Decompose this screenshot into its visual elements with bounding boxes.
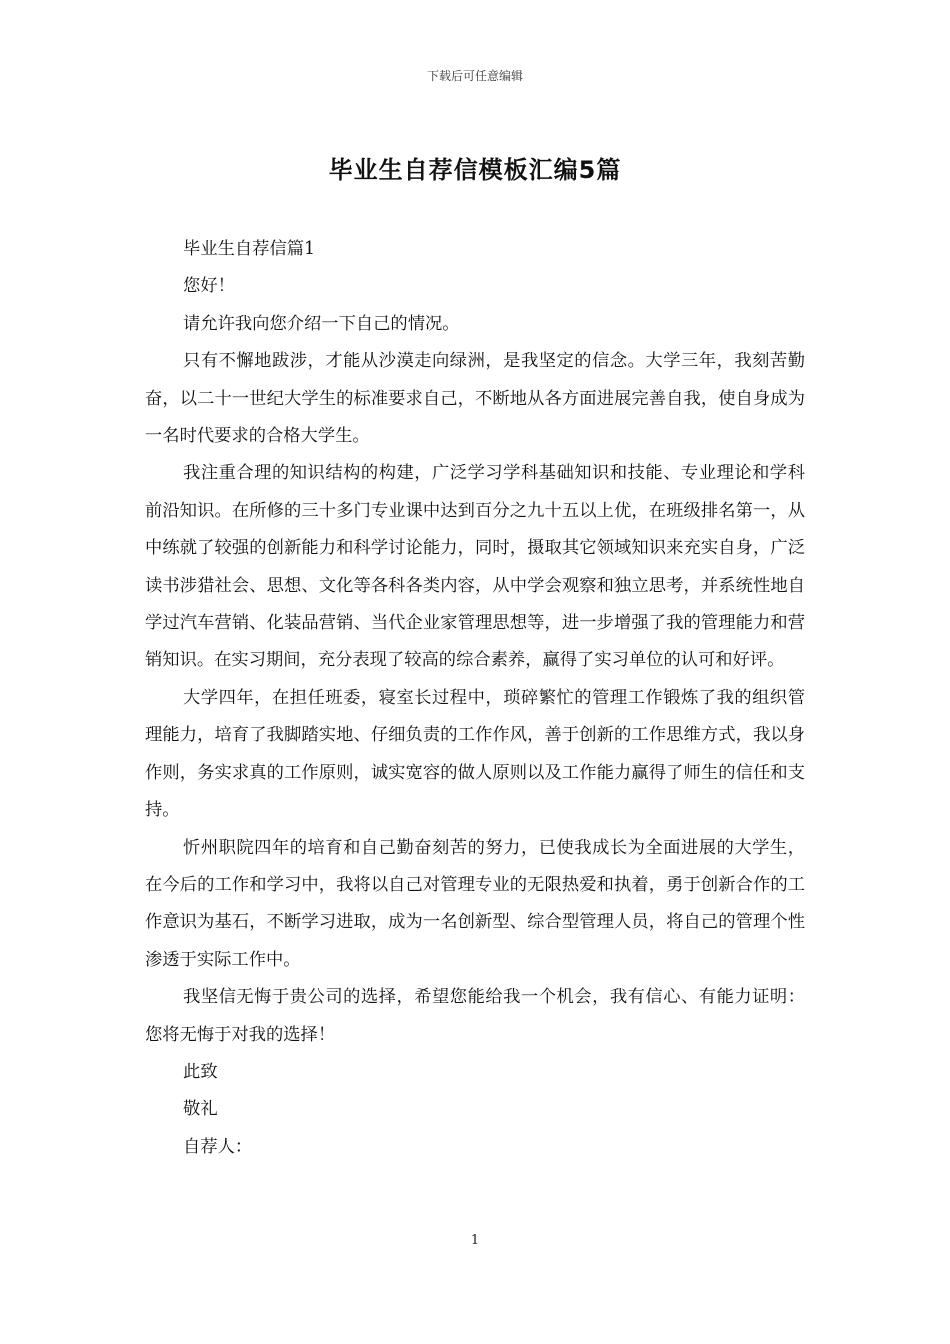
paragraph: 我注重合理的知识结构的构建，广泛学习学科基础知识和技能、专业理论和学科前沿知识。在所修的三十多门专业课中达到百分之九十五以上优，在班级排名第一，从中练就了较强的创新能力和科学讨论能力，同时，摄取其它领域知识来充实自身，广泛读书涉猎社会、思想、文化等各科各类内容，从中学会观察和独立思考，并系统性地自学过汽车营销、化装品营销、当代企业家管理思想等，进一步增强了我的管理能力和营销知识。在实习期间，充分表现了较高的综合素养，赢得了实习单位的认可和好评。 xyxy=(145,463,805,671)
paragraph: 我坚信无悔于贵公司的选择，希望您能给我一个机会，我有信心、有能力证明：您将无悔于对我的选择！ xyxy=(145,987,805,1045)
closing-salute: 敬礼 xyxy=(183,1099,218,1120)
page-number: 1 xyxy=(470,1233,480,1248)
closing-line: 此致 xyxy=(183,1061,218,1082)
paragraph: 请允许我向您介绍一下自己的情况。 xyxy=(183,313,460,334)
section-heading: 毕业生自荐信篇1 xyxy=(183,239,316,259)
document-title: 毕业生自荐信模板汇编5篇 xyxy=(328,156,622,184)
document-body xyxy=(145,231,805,1166)
greeting: 您好！ xyxy=(183,276,235,297)
page-header: 下载后可任意编辑 xyxy=(426,69,523,83)
paragraph: 忻州职院四年的培育和自己勤奋刻苦的努力，已使我成长为全面进展的大学生，在今后的工作和学习中，我将以自己对管理专业的无限热爱和执着，勇于创新合作的工作意识为基石，不断学习进取，成为一名创新型、综合型管理人员，将自己的管理个性渗透于实际工作中。 xyxy=(145,837,805,970)
paragraph: 只有不懈地跋涉，才能从沙漠走向绿洲，是我坚定的信念。大学三年，我刻苦勤奋，以二十一世纪大学生的标准要求自己，不断地从各方面进展完善自我，使自身成为一名时代要求的合格大学生。 xyxy=(145,351,805,447)
paragraph: 大学四年，在担任班委，寝室长过程中，琐碎繁忙的管理工作锻炼了我的组织管理能力，培育了我脚踏实地、仔细负责的工作作风，善于创新的工作思维方式，我以身作则，务实求真的工作原则，诚实宽容的做人原则以及工作能力赢得了师生的信任和支持。 xyxy=(145,687,805,821)
signature-line: 自荐人： xyxy=(183,1136,253,1157)
